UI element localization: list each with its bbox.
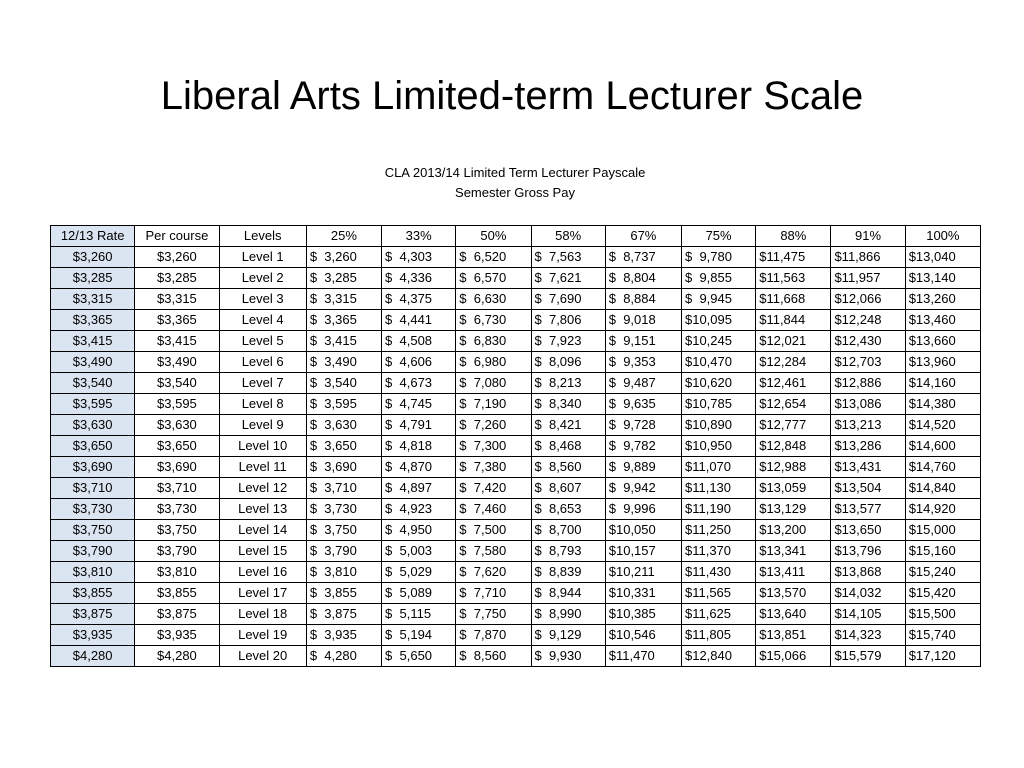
table-cell: $ 4,791 xyxy=(382,415,456,436)
table-cell: $ 6,630 xyxy=(456,289,531,310)
table-cell: $3,260 xyxy=(135,247,219,268)
table-row xyxy=(51,394,981,415)
table-cell: $ 6,520 xyxy=(456,247,531,268)
table-cell: $3,790 xyxy=(135,541,219,562)
table-row xyxy=(51,562,981,583)
table-cell: $ 4,897 xyxy=(382,478,456,499)
table-cell: $ 4,508 xyxy=(382,331,456,352)
table-cell: $15,740 xyxy=(905,625,980,646)
table-cell: $ 8,340 xyxy=(531,394,605,415)
table-cell: $ 8,884 xyxy=(605,289,681,310)
table-cell: $ 5,029 xyxy=(382,562,456,583)
table-cell: $ 3,730 xyxy=(306,499,381,520)
table-cell: $3,935 xyxy=(135,625,219,646)
table-cell: $14,520 xyxy=(905,415,980,436)
table-cell: $11,805 xyxy=(681,625,755,646)
table-cell: $ 3,935 xyxy=(306,625,381,646)
table-cell: $ 3,875 xyxy=(306,604,381,625)
table-cell: $15,579 xyxy=(831,646,905,667)
table-cell: $ 4,745 xyxy=(382,394,456,415)
table-cell: $ 9,353 xyxy=(605,352,681,373)
table-row xyxy=(51,331,981,352)
table-cell: $ 3,415 xyxy=(306,331,381,352)
table-cell: $12,248 xyxy=(831,310,905,331)
table-cell: $3,285 xyxy=(51,268,135,289)
table-cell: $ 8,468 xyxy=(531,436,605,457)
table-cell: $ 7,420 xyxy=(456,478,531,499)
table-cell: $3,315 xyxy=(51,289,135,310)
table-cell: $ 7,500 xyxy=(456,520,531,541)
table-cell: $ 8,839 xyxy=(531,562,605,583)
table-cell: $ 5,650 xyxy=(382,646,456,667)
table-cell: $14,380 xyxy=(905,394,980,415)
table-cell: $ 8,804 xyxy=(605,268,681,289)
table-cell: Level 2 xyxy=(219,268,306,289)
table-cell: $ 8,737 xyxy=(605,247,681,268)
table-cell: $3,875 xyxy=(135,604,219,625)
table-cell: $ 7,080 xyxy=(456,373,531,394)
table-cell: $10,890 xyxy=(681,415,755,436)
table-row xyxy=(51,415,981,436)
table-cell: $11,475 xyxy=(756,247,831,268)
table-cell: $ 9,018 xyxy=(605,310,681,331)
table-cell: $12,988 xyxy=(756,457,831,478)
table-cell: $10,950 xyxy=(681,436,755,457)
table-body xyxy=(51,247,981,667)
table-cell: Level 7 xyxy=(219,373,306,394)
table-cell: $11,250 xyxy=(681,520,755,541)
table-cell: $3,260 xyxy=(51,247,135,268)
table-cell: $ 9,945 xyxy=(681,289,755,310)
table-caption xyxy=(0,163,1024,203)
table-cell: Level 4 xyxy=(219,310,306,331)
table-cell: $ 3,490 xyxy=(306,352,381,373)
table-cell: $3,630 xyxy=(51,415,135,436)
table-cell: $ 9,996 xyxy=(605,499,681,520)
table-row xyxy=(51,499,981,520)
table-cell: $ 9,728 xyxy=(605,415,681,436)
table-cell: $3,710 xyxy=(51,478,135,499)
table-cell: $ 4,923 xyxy=(382,499,456,520)
table-cell: Level 13 xyxy=(219,499,306,520)
table-cell: $ 9,930 xyxy=(531,646,605,667)
table-cell: $ 6,980 xyxy=(456,352,531,373)
table-cell: Level 12 xyxy=(219,478,306,499)
table-row xyxy=(51,625,981,646)
table-cell: $ 8,944 xyxy=(531,583,605,604)
table-cell: $15,160 xyxy=(905,541,980,562)
table-cell: $ 5,089 xyxy=(382,583,456,604)
table-cell: $ 9,782 xyxy=(605,436,681,457)
table-cell: $14,323 xyxy=(831,625,905,646)
table-cell: Level 10 xyxy=(219,436,306,457)
table-cell: $3,810 xyxy=(135,562,219,583)
table-cell: $13,660 xyxy=(905,331,980,352)
table-cell: $ 8,653 xyxy=(531,499,605,520)
column-header: 50% xyxy=(456,226,531,247)
table-cell: $12,066 xyxy=(831,289,905,310)
caption-line-payscale: CLA 2013/14 Limited Term Lecturer Payscale xyxy=(384,165,646,180)
table-cell: $ 7,870 xyxy=(456,625,531,646)
table-cell: $13,431 xyxy=(831,457,905,478)
table-cell: $ 9,635 xyxy=(605,394,681,415)
column-header: 33% xyxy=(382,226,456,247)
table-cell: Level 20 xyxy=(219,646,306,667)
column-header: Per course xyxy=(135,226,219,247)
table-cell: $10,620 xyxy=(681,373,755,394)
table-cell: $ 9,855 xyxy=(681,268,755,289)
table-cell: $3,285 xyxy=(135,268,219,289)
table-cell: $13,868 xyxy=(831,562,905,583)
table-cell: $12,840 xyxy=(681,646,755,667)
table-cell: $ 6,830 xyxy=(456,331,531,352)
table-cell: $ 3,630 xyxy=(306,415,381,436)
table-cell: $3,810 xyxy=(51,562,135,583)
table-cell: $11,668 xyxy=(756,289,831,310)
table-cell: $ 3,285 xyxy=(306,268,381,289)
table-row xyxy=(51,478,981,499)
table-cell: $13,960 xyxy=(905,352,980,373)
table-cell: $10,385 xyxy=(605,604,681,625)
table-cell: $17,120 xyxy=(905,646,980,667)
table-cell: $12,430 xyxy=(831,331,905,352)
table-row xyxy=(51,646,981,667)
table-cell: $14,032 xyxy=(831,583,905,604)
table-cell: $ 9,129 xyxy=(531,625,605,646)
table-cell: $13,260 xyxy=(905,289,980,310)
table-cell: $ 4,870 xyxy=(382,457,456,478)
table-cell: $10,095 xyxy=(681,310,755,331)
table-cell: Level 9 xyxy=(219,415,306,436)
table-cell: $10,331 xyxy=(605,583,681,604)
table-cell: $13,086 xyxy=(831,394,905,415)
table-cell: $15,500 xyxy=(905,604,980,625)
table-cell: $ 4,950 xyxy=(382,520,456,541)
table-cell: $13,570 xyxy=(756,583,831,604)
table-cell: $ 3,810 xyxy=(306,562,381,583)
table-cell: $ 7,806 xyxy=(531,310,605,331)
table-cell: $ 9,780 xyxy=(681,247,755,268)
table-row xyxy=(51,310,981,331)
table-cell: $ 7,460 xyxy=(456,499,531,520)
table-row xyxy=(51,289,981,310)
table-cell: $ 4,375 xyxy=(382,289,456,310)
table-cell: $3,750 xyxy=(135,520,219,541)
table-cell: $3,595 xyxy=(135,394,219,415)
table-cell: $ 5,003 xyxy=(382,541,456,562)
column-header: 67% xyxy=(605,226,681,247)
table-cell: Level 19 xyxy=(219,625,306,646)
table-cell: $10,245 xyxy=(681,331,755,352)
table-row xyxy=(51,457,981,478)
table-cell: $14,920 xyxy=(905,499,980,520)
table-cell: $ 5,115 xyxy=(382,604,456,625)
table-cell: $ 8,213 xyxy=(531,373,605,394)
table-cell: Level 6 xyxy=(219,352,306,373)
table-cell: Level 8 xyxy=(219,394,306,415)
table-cell: Level 1 xyxy=(219,247,306,268)
table-cell: $13,650 xyxy=(831,520,905,541)
table-cell: $ 7,300 xyxy=(456,436,531,457)
table-row xyxy=(51,373,981,394)
table-cell: $3,630 xyxy=(135,415,219,436)
table-cell: $15,066 xyxy=(756,646,831,667)
table-cell: $ 7,563 xyxy=(531,247,605,268)
table-cell: $12,284 xyxy=(756,352,831,373)
table-cell: $ 4,303 xyxy=(382,247,456,268)
column-header: 88% xyxy=(756,226,831,247)
table-cell: $ 4,818 xyxy=(382,436,456,457)
table-cell: $ 3,855 xyxy=(306,583,381,604)
table-row xyxy=(51,520,981,541)
table-cell: $13,796 xyxy=(831,541,905,562)
table-cell: $14,760 xyxy=(905,457,980,478)
table-cell: $3,855 xyxy=(51,583,135,604)
column-header: 100% xyxy=(905,226,980,247)
table-cell: $13,341 xyxy=(756,541,831,562)
table-cell: $11,430 xyxy=(681,562,755,583)
table-cell: $10,050 xyxy=(605,520,681,541)
table-cell: $ 7,580 xyxy=(456,541,531,562)
table-cell: $12,703 xyxy=(831,352,905,373)
table-cell: $13,200 xyxy=(756,520,831,541)
table-cell: $ 7,710 xyxy=(456,583,531,604)
slide-title: Liberal Arts Limited-term Lecturer Scale xyxy=(160,74,864,118)
table-cell: $12,461 xyxy=(756,373,831,394)
table-cell: $10,785 xyxy=(681,394,755,415)
table-cell: $4,280 xyxy=(51,646,135,667)
table-cell: $10,211 xyxy=(605,562,681,583)
table-cell: $ 8,793 xyxy=(531,541,605,562)
table-cell: $13,286 xyxy=(831,436,905,457)
table-cell: $11,470 xyxy=(605,646,681,667)
table-cell: $12,654 xyxy=(756,394,831,415)
table-cell: $13,040 xyxy=(905,247,980,268)
table-cell: $3,540 xyxy=(135,373,219,394)
table-cell: $ 7,923 xyxy=(531,331,605,352)
column-header: 12/13 Rate xyxy=(51,226,135,247)
column-header: Levels xyxy=(219,226,306,247)
table-cell: Level 17 xyxy=(219,583,306,604)
table-cell: $ 8,560 xyxy=(531,457,605,478)
table-cell: $ 4,280 xyxy=(306,646,381,667)
table-cell: Level 15 xyxy=(219,541,306,562)
table-cell: $ 3,595 xyxy=(306,394,381,415)
column-header: 58% xyxy=(531,226,605,247)
table-cell: $13,640 xyxy=(756,604,831,625)
table-cell: $ 8,990 xyxy=(531,604,605,625)
table-cell: $ 3,650 xyxy=(306,436,381,457)
table-cell: $ 3,710 xyxy=(306,478,381,499)
table-cell: $3,650 xyxy=(51,436,135,457)
table-cell: Level 14 xyxy=(219,520,306,541)
table-cell: $ 8,560 xyxy=(456,646,531,667)
table-cell: $ 4,606 xyxy=(382,352,456,373)
table-cell: $11,625 xyxy=(681,604,755,625)
table-cell: $ 6,730 xyxy=(456,310,531,331)
table-cell: $14,160 xyxy=(905,373,980,394)
table-cell: $13,129 xyxy=(756,499,831,520)
table-cell: $10,470 xyxy=(681,352,755,373)
table-cell: $13,460 xyxy=(905,310,980,331)
table-cell: $ 9,889 xyxy=(605,457,681,478)
table-cell: $ 8,096 xyxy=(531,352,605,373)
table-cell: $3,875 xyxy=(51,604,135,625)
table-cell: $ 6,570 xyxy=(456,268,531,289)
table-cell: $11,370 xyxy=(681,541,755,562)
table-cell: $ 3,315 xyxy=(306,289,381,310)
table-row xyxy=(51,541,981,562)
table-cell: $14,600 xyxy=(905,436,980,457)
table-cell: $3,365 xyxy=(51,310,135,331)
table-cell: $10,546 xyxy=(605,625,681,646)
table-cell: $15,240 xyxy=(905,562,980,583)
table-row xyxy=(51,436,981,457)
table-cell: $3,490 xyxy=(51,352,135,373)
table-header-row xyxy=(51,226,981,247)
table-cell: $3,595 xyxy=(51,394,135,415)
table-cell: $ 9,151 xyxy=(605,331,681,352)
column-header: 91% xyxy=(831,226,905,247)
table-row xyxy=(51,247,981,268)
table-cell: $13,577 xyxy=(831,499,905,520)
table-cell: $13,851 xyxy=(756,625,831,646)
table-cell: $3,365 xyxy=(135,310,219,331)
table-cell: $4,280 xyxy=(135,646,219,667)
table-cell: $12,848 xyxy=(756,436,831,457)
table-cell: $3,730 xyxy=(51,499,135,520)
table-cell: $13,059 xyxy=(756,478,831,499)
table-cell: $13,411 xyxy=(756,562,831,583)
table-cell: $ 3,750 xyxy=(306,520,381,541)
table-cell: $ 9,487 xyxy=(605,373,681,394)
table-cell: $ 3,690 xyxy=(306,457,381,478)
table-cell: $ 4,441 xyxy=(382,310,456,331)
table-row xyxy=(51,268,981,289)
table-row xyxy=(51,352,981,373)
table-cell: $ 7,260 xyxy=(456,415,531,436)
table-cell: $ 3,540 xyxy=(306,373,381,394)
table-cell: $11,957 xyxy=(831,268,905,289)
table-cell: $12,021 xyxy=(756,331,831,352)
table-cell: $12,777 xyxy=(756,415,831,436)
table-row xyxy=(51,583,981,604)
table-cell: $11,070 xyxy=(681,457,755,478)
table-cell: $11,866 xyxy=(831,247,905,268)
table-cell: $11,565 xyxy=(681,583,755,604)
table-cell: Level 3 xyxy=(219,289,306,310)
table-cell: $15,420 xyxy=(905,583,980,604)
table-cell: $ 3,260 xyxy=(306,247,381,268)
table-cell: Level 18 xyxy=(219,604,306,625)
table-cell: $ 8,421 xyxy=(531,415,605,436)
table-cell: Level 11 xyxy=(219,457,306,478)
table-cell: $12,886 xyxy=(831,373,905,394)
table-cell: $3,415 xyxy=(135,331,219,352)
table-cell: $3,540 xyxy=(51,373,135,394)
table-cell: $3,710 xyxy=(135,478,219,499)
table-cell: $ 7,380 xyxy=(456,457,531,478)
table-cell: $3,750 xyxy=(51,520,135,541)
table-cell: Level 5 xyxy=(219,331,306,352)
table-cell: $3,690 xyxy=(51,457,135,478)
table-cell: $11,844 xyxy=(756,310,831,331)
table-cell: Level 16 xyxy=(219,562,306,583)
table-cell: $ 3,790 xyxy=(306,541,381,562)
table-cell: $ 8,700 xyxy=(531,520,605,541)
table-cell: $3,855 xyxy=(135,583,219,604)
payscale-table-container xyxy=(50,225,981,667)
table-cell: $ 5,194 xyxy=(382,625,456,646)
table-cell: $13,213 xyxy=(831,415,905,436)
table-cell: $15,000 xyxy=(905,520,980,541)
table-cell: $3,790 xyxy=(51,541,135,562)
table-cell: $13,504 xyxy=(831,478,905,499)
table-cell: $10,157 xyxy=(605,541,681,562)
table-cell: $3,315 xyxy=(135,289,219,310)
table-cell: $11,563 xyxy=(756,268,831,289)
column-header: 25% xyxy=(306,226,381,247)
table-cell: $3,935 xyxy=(51,625,135,646)
table-cell: $3,415 xyxy=(51,331,135,352)
table-cell: $3,730 xyxy=(135,499,219,520)
table-cell: $ 7,620 xyxy=(456,562,531,583)
table-cell: $11,130 xyxy=(681,478,755,499)
table-cell: $ 7,621 xyxy=(531,268,605,289)
table-cell: $11,190 xyxy=(681,499,755,520)
table-cell: $ 4,336 xyxy=(382,268,456,289)
table-cell: $ 4,673 xyxy=(382,373,456,394)
table-cell: $3,650 xyxy=(135,436,219,457)
payscale-table xyxy=(50,225,981,667)
table-cell: $ 8,607 xyxy=(531,478,605,499)
column-header: 75% xyxy=(681,226,755,247)
table-row xyxy=(51,604,981,625)
table-cell: $ 9,942 xyxy=(605,478,681,499)
table-cell: $3,690 xyxy=(135,457,219,478)
table-cell: $14,105 xyxy=(831,604,905,625)
table-cell: $ 7,690 xyxy=(531,289,605,310)
table-cell: $13,140 xyxy=(905,268,980,289)
caption-line-semester: Semester Gross Pay xyxy=(455,185,575,200)
table-cell: $ 7,750 xyxy=(456,604,531,625)
table-cell: $3,490 xyxy=(135,352,219,373)
table-cell: $ 3,365 xyxy=(306,310,381,331)
table-cell: $ 7,190 xyxy=(456,394,531,415)
table-cell: $14,840 xyxy=(905,478,980,499)
